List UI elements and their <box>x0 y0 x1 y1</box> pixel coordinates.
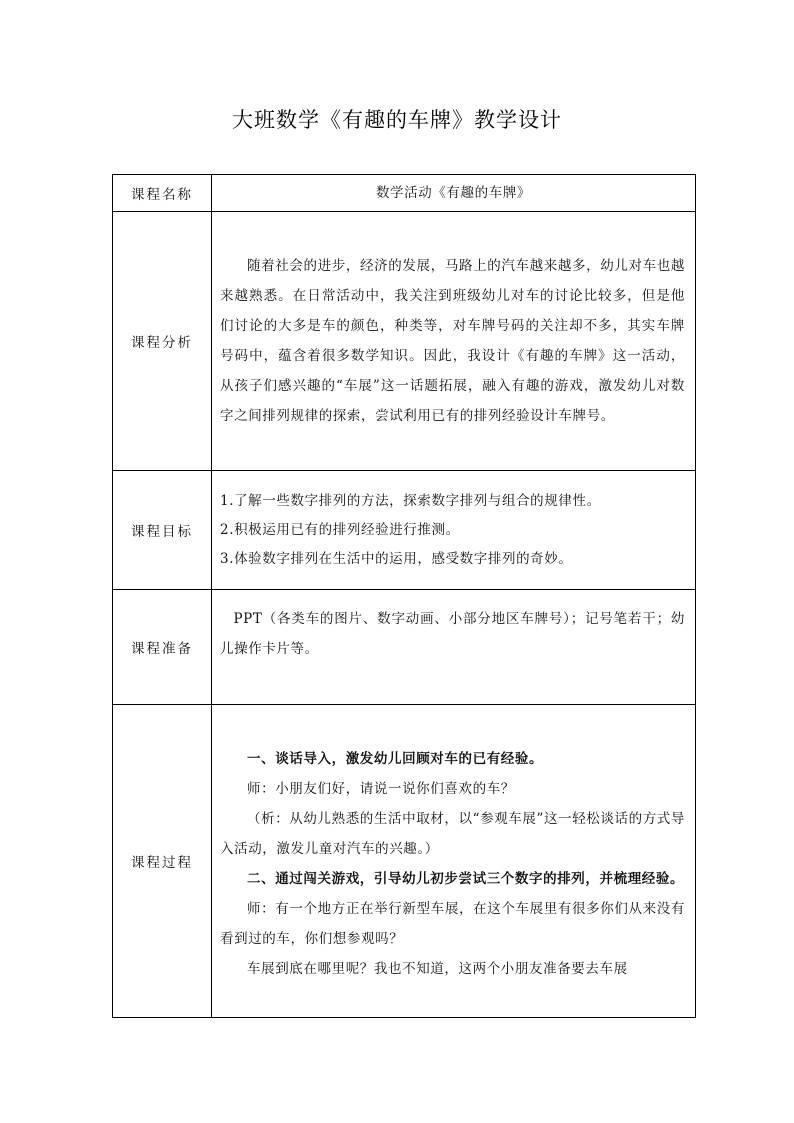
process-heading-2: 二、通过闯关游戏，引导幼儿初步尝试三个数字的排列，并梳理经验。 <box>247 871 685 887</box>
process-note: （析：从幼儿熟悉的生活中取材，以“参观车展”这一轻松谈话的方式导入活动，激发儿童对汽车的兴趣。） <box>220 811 686 857</box>
course-analysis-text: 随着社会的进步，经济的发展，马路上的汽车越来越多，幼儿对车也越来越熟悉。在日常活动中，我关注到班级幼儿对车的讨论比较多，但是他们讨论的大多是车的颜色，种类等，对车牌号码的关注却不多，其实车牌号码中，蕴含着很多数学知识。因此，我设计《有趣的车牌》这一活动，从孩子们感兴趣的“车展”这一话题拓展，融入有趣的游戏，激发幼儿对数字之间排列规律的探索，尝试利用已有的排列经验设计车牌号。 <box>220 258 685 424</box>
label-course-process: 课程过程 <box>113 705 212 1018</box>
goal-item: 3.体验数字排列在生活中的运用，感受数字排列的奇妙。 <box>220 550 573 567</box>
process-paragraph: 师：小朋友们好，请说一说你们喜欢的车？ <box>247 781 515 797</box>
course-name-value: 数学活动《有趣的车牌》 <box>212 175 696 212</box>
lesson-plan-table <box>112 174 696 1018</box>
course-process-cell <box>212 705 696 1018</box>
row-course-analysis <box>113 212 696 471</box>
course-goals-cell <box>212 471 696 590</box>
row-course-process <box>113 705 696 1018</box>
label-course-goals: 课程目标 <box>113 471 212 590</box>
goal-item: 1.了解一些数字排列的方法，探索数字排列与组合的规律性。 <box>220 492 601 509</box>
row-course-goals <box>113 471 696 590</box>
process-paragraph: 车展到底在哪里呢？我也不知道，这两个小朋友准备要去车展 <box>247 961 628 977</box>
label-course-prep: 课程准备 <box>113 590 212 705</box>
label-course-analysis: 课程分析 <box>113 212 212 471</box>
course-analysis-cell <box>212 212 696 471</box>
course-prep-cell <box>212 590 696 705</box>
course-prep-text: PPT（各类车的图片、数字动画、小部分地区车牌号）；记号笔若干；幼儿操作卡片等。 <box>220 611 685 657</box>
process-paragraph: 师：有一个地方正在举行新型车展，在这个车展里有很多你们从来没有看到过的车，你们想参观吗？ <box>220 901 685 947</box>
process-heading-1: 一、谈话导入，激发幼儿回顾对车的已有经验。 <box>247 751 544 767</box>
goal-item: 2.积极运用已有的排列经验进行推测。 <box>220 521 460 538</box>
row-course-prep <box>113 590 696 705</box>
page-title: 大班数学《有趣的车牌》教学设计 <box>232 108 562 132</box>
label-course-name: 课程名称 <box>113 175 212 212</box>
row-course-name <box>113 175 696 212</box>
